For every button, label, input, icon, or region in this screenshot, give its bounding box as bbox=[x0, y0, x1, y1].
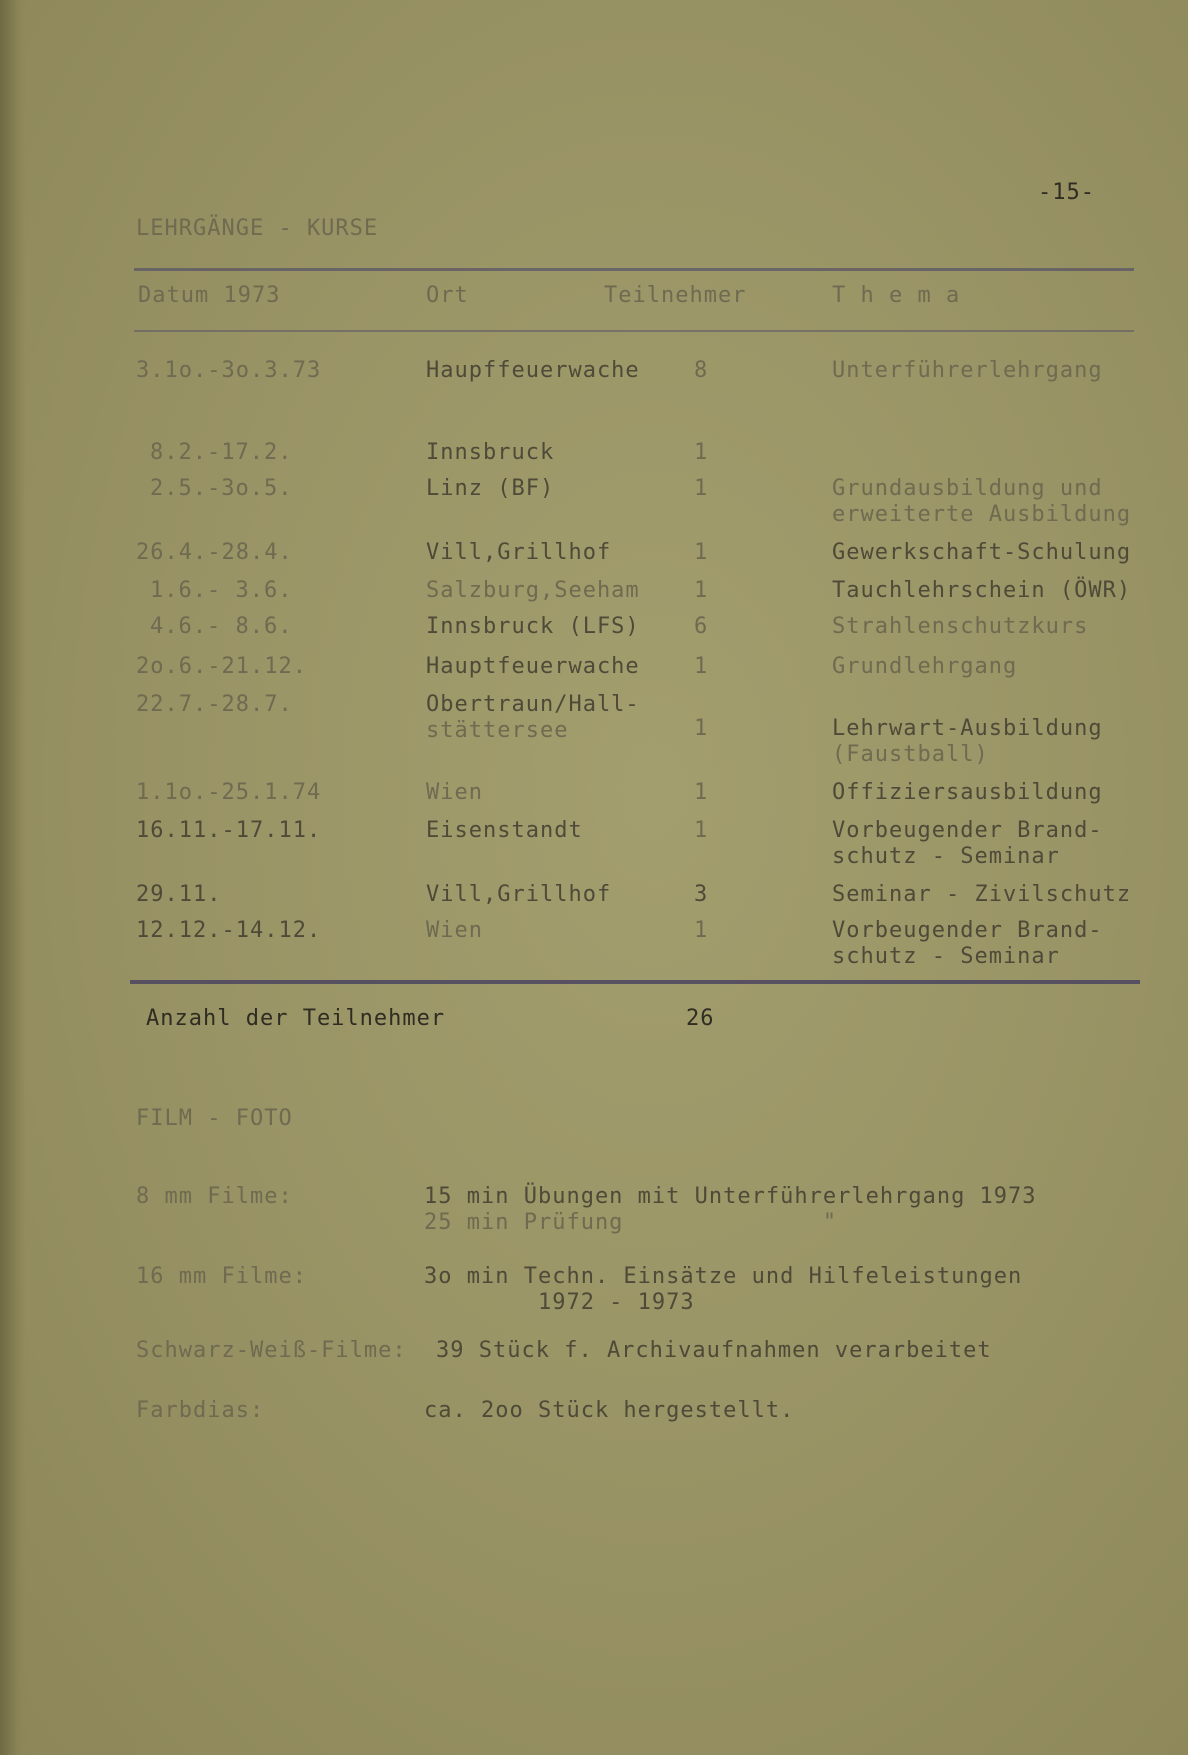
row-date: 1.1o.-25.1.74 bbox=[136, 780, 322, 805]
row-topic: Offiziersausbildung bbox=[832, 780, 1103, 805]
row-participants: 1 bbox=[694, 578, 709, 603]
row-participants: 1 bbox=[694, 716, 709, 741]
row-date: 2o.6.-21.12. bbox=[136, 654, 307, 679]
row-topic-cont: schutz - Seminar bbox=[832, 844, 1060, 869]
row-topic: Grundausbildung und bbox=[832, 476, 1103, 501]
row-topic-cont: erweiterte Ausbildung bbox=[832, 502, 1132, 527]
row-participants: 3 bbox=[694, 882, 709, 907]
row-place: Hauptfeuerwache bbox=[426, 654, 640, 679]
header-date: Datum 1973 bbox=[138, 283, 281, 308]
row-date: 22.7.-28.7. bbox=[136, 692, 293, 717]
row-place: Salzburg,Seeham bbox=[426, 578, 640, 603]
row-date: 4.6.- 8.6. bbox=[150, 614, 293, 639]
row-topic: Vorbeugender Brand- bbox=[832, 918, 1103, 943]
row-date: 8.2.-17.2. bbox=[150, 440, 293, 465]
row-topic-cont: (Faustball) bbox=[832, 742, 989, 767]
row-place: Wien bbox=[426, 918, 483, 943]
row-topic: Lehrwart-Ausbildung bbox=[832, 716, 1103, 741]
row-topic: Tauchlehrschein (ÖWR) bbox=[832, 578, 1132, 603]
row-participants: 8 bbox=[694, 358, 709, 383]
row-place: Innsbruck bbox=[426, 440, 555, 465]
row-date: 3.1o.-3o.3.73 bbox=[136, 358, 322, 383]
row-topic: Grundlehrgang bbox=[832, 654, 1018, 679]
section-title-courses: LEHRGÄNGE - KURSE bbox=[136, 216, 379, 241]
film-line: 39 Stück f. Archivaufnahmen verarbeitet bbox=[436, 1338, 992, 1363]
row-topic: Seminar - Zivilschutz bbox=[832, 882, 1132, 907]
header-topic: T h e m a bbox=[832, 283, 961, 308]
header-participants: Teilnehmer bbox=[604, 283, 747, 308]
row-date: 12.12.-14.12. bbox=[136, 918, 322, 943]
row-topic: Vorbeugender Brand- bbox=[832, 818, 1103, 843]
total-label: Anzahl der Teilnehmer bbox=[146, 1006, 446, 1031]
row-place: Wien bbox=[426, 780, 483, 805]
table-bottom-rule bbox=[130, 980, 1140, 984]
film-label: 8 mm Filme: bbox=[136, 1184, 293, 1209]
row-place: Innsbruck (LFS) bbox=[426, 614, 640, 639]
row-date: 16.11.-17.11. bbox=[136, 818, 322, 843]
row-place: Eisenstandt bbox=[426, 818, 583, 843]
row-place: Obertraun/Hall- bbox=[426, 692, 640, 717]
row-topic: Gewerkschaft-Schulung bbox=[832, 540, 1132, 565]
row-participants: 1 bbox=[694, 540, 709, 565]
row-participants: 1 bbox=[694, 780, 709, 805]
row-participants: 1 bbox=[694, 440, 709, 465]
row-place: Vill,Grillhof bbox=[426, 540, 612, 565]
film-label: 16 mm Filme: bbox=[136, 1264, 307, 1289]
header-place: Ort bbox=[426, 283, 469, 308]
row-date: 1.6.- 3.6. bbox=[150, 578, 293, 603]
row-date: 26.4.-28.4. bbox=[136, 540, 293, 565]
row-participants: 6 bbox=[694, 614, 709, 639]
paper-edge bbox=[0, 0, 26, 1755]
table-top-rule bbox=[134, 268, 1134, 271]
row-place: Linz (BF) bbox=[426, 476, 555, 501]
film-line: 25 min Prüfung " bbox=[424, 1210, 838, 1235]
row-place: Vill,Grillhof bbox=[426, 882, 612, 907]
film-label: Schwarz-Weiß-Filme: bbox=[136, 1338, 407, 1363]
row-participants: 1 bbox=[694, 654, 709, 679]
film-label: Farbdias: bbox=[136, 1398, 265, 1423]
page-number: -15- bbox=[1038, 180, 1095, 205]
row-date: 29.11. bbox=[136, 882, 222, 907]
film-line: 1972 - 1973 bbox=[424, 1290, 695, 1315]
section-title-film: FILM - FOTO bbox=[136, 1106, 293, 1131]
row-place-cont: stättersee bbox=[426, 718, 569, 743]
row-participants: 1 bbox=[694, 818, 709, 843]
row-topic: Strahlenschutzkurs bbox=[832, 614, 1089, 639]
row-topic-cont: schutz - Seminar bbox=[832, 944, 1060, 969]
film-line: ca. 2oo Stück hergestellt. bbox=[424, 1398, 795, 1423]
row-participants: 1 bbox=[694, 476, 709, 501]
total-value: 26 bbox=[686, 1006, 715, 1031]
row-date: 2.5.-3o.5. bbox=[150, 476, 293, 501]
row-place: Haupffeuerwache bbox=[426, 358, 640, 383]
header-bottom-rule bbox=[134, 330, 1134, 332]
film-line: 3o min Techn. Einsätze und Hilfeleistungen bbox=[424, 1264, 1023, 1289]
row-participants: 1 bbox=[694, 918, 709, 943]
film-line: 15 min Übungen mit Unterführerlehrgang 1973 bbox=[424, 1184, 1037, 1209]
row-topic: Unterführerlehrgang bbox=[832, 358, 1103, 383]
